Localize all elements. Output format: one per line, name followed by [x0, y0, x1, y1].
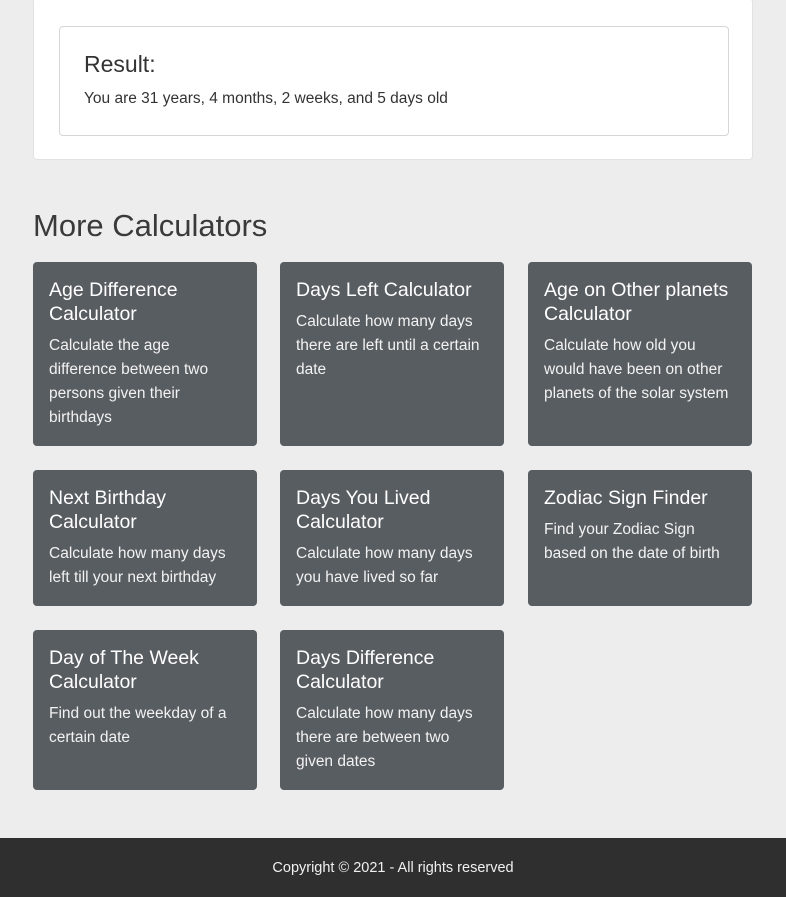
card-age-difference[interactable]	[33, 262, 257, 446]
card-text: Calculate how old you would have been on other planets of the solar system	[544, 337, 729, 402]
footer	[0, 838, 786, 897]
card-text: Calculate the age difference between two persons given their birthdays	[49, 337, 209, 426]
card-text: Calculate how many days there are between two given dates	[296, 705, 473, 770]
card-text: Calculate how many days you have lived so far	[296, 545, 473, 586]
card-title: Days Left Calculator	[296, 279, 472, 301]
card-zodiac-sign[interactable]	[528, 470, 752, 606]
card-title: Zodiac Sign Finder	[544, 487, 708, 509]
result-title: Result:	[84, 51, 156, 77]
card-text: Calculate how many days there are left until a certain date	[296, 313, 480, 378]
card-title: Days Difference Calculator	[296, 647, 435, 693]
card-title: Age on Other planets Calculator	[544, 279, 729, 325]
card-text: Find out the weekday of a certain date	[49, 705, 227, 746]
result-card	[33, 0, 753, 160]
card-text: Calculate how many days left till your next birthday	[49, 545, 226, 586]
result-text: You are 31 years, 4 months, 2 weeks, and 5 days old	[84, 90, 448, 107]
result-box	[59, 26, 729, 136]
copyright-text: Copyright © 2021 - All rights reserved	[272, 859, 514, 876]
card-days-you-lived[interactable]	[280, 470, 504, 606]
card-next-birthday[interactable]	[33, 470, 257, 606]
more-calculators-heading: More Calculators	[33, 208, 268, 243]
card-title: Days You Lived Calculator	[296, 487, 431, 533]
card-text: Find your Zodiac Sign based on the date of birth	[544, 521, 720, 562]
card-title: Next Birthday Calculator	[49, 487, 167, 533]
card-age-other-planets[interactable]	[528, 262, 752, 446]
card-title: Age Difference Calculator	[49, 279, 178, 325]
card-day-of-week[interactable]	[33, 630, 257, 790]
card-days-difference[interactable]	[280, 630, 504, 790]
card-days-left[interactable]	[280, 262, 504, 446]
card-title: Day of The Week Calculator	[49, 647, 199, 693]
